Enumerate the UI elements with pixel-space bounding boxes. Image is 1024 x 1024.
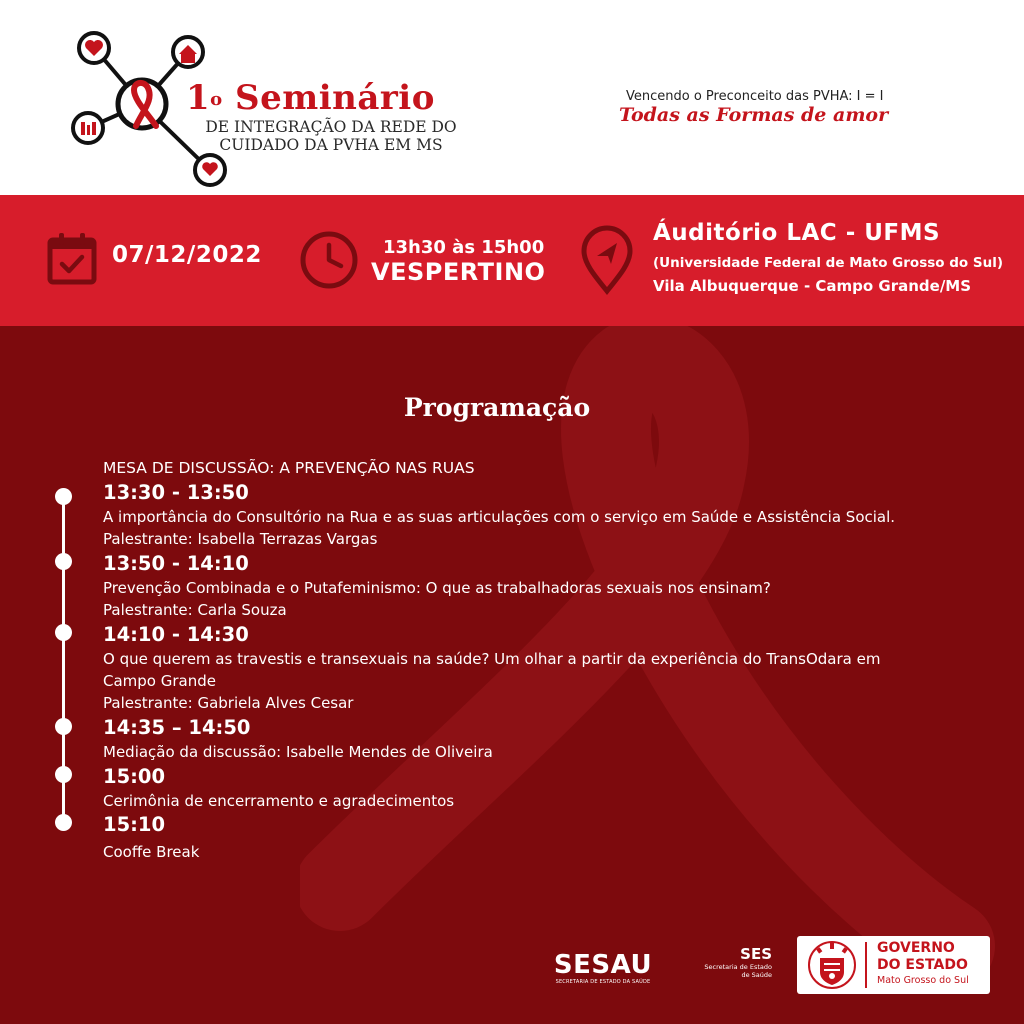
ses-logo-name: SES	[740, 945, 772, 963]
slogan-line2: Todas as Formas de amor	[619, 104, 889, 126]
program-item-time: 14:10 - 14:30	[103, 623, 249, 646]
program-item-time: 15:00	[103, 765, 166, 788]
seminar-title: 1$^o$ Seminário	[186, 78, 435, 118]
awareness-ribbon-watermark	[300, 326, 1024, 966]
government-logo-line3: Mato Grosso do Sul	[877, 975, 969, 986]
program-item-description: A importância do Consultório na Rua e as suas articulações com o serviço em Saúde e Assistência Social.	[103, 508, 896, 526]
seminar-subtitle	[196, 118, 466, 154]
event-info-band	[0, 195, 1024, 326]
government-logo-line2: DO ESTADO	[877, 957, 968, 973]
heart-hands-icon	[195, 155, 225, 185]
program-item-time: 14:35 – 14:50	[103, 716, 251, 739]
timeline-dot	[55, 553, 72, 570]
event-date: 07/12/2022	[112, 242, 262, 268]
program-item-description-cont: Campo Grande	[103, 672, 216, 690]
clock-icon	[299, 230, 359, 290]
program-item-time: 15:10	[103, 813, 166, 836]
seminar-subtitle-line1: DE INTEGRAÇÃO DA REDE DO	[205, 118, 457, 136]
program-item-description: Cooffe Break	[103, 843, 200, 861]
ses-logo	[700, 945, 772, 979]
ses-logo-subtitle-line1: Secretaria de Estado	[704, 963, 772, 971]
program-item-description: Mediação da discussão: Isabelle Mendes de Oliveira	[103, 743, 493, 761]
sesau-logo-subtitle: SECRETARIA DE ESTADO DA SAÚDE	[555, 979, 651, 985]
sesau-logo-name: SESAU	[553, 950, 653, 980]
timeline-dot	[55, 718, 72, 735]
location-name: Áuditório LAC - UFMS	[653, 220, 941, 246]
timeline-dot	[55, 814, 72, 831]
slogan-line1: Vencendo o Preconceito das PVHA: I = I	[626, 89, 884, 104]
calendar-check-icon	[47, 231, 97, 285]
program-item-description: Cerimônia de encerramento e agradecimentos	[103, 792, 455, 810]
seminar-subtitle-line2: CUIDADO DA PVHA EM MS	[219, 136, 443, 154]
event-time-range: 13h30 às 15h00	[383, 237, 545, 258]
program-item-description: O que querem as travestis e transexuais na saúde? Um olhar a partir da experiência do TransOdara em	[103, 650, 881, 668]
timeline-dot	[55, 766, 72, 783]
house-icon	[173, 37, 203, 67]
sesau-logo	[547, 951, 659, 986]
event-period: VESPERTINO	[371, 258, 546, 286]
timeline-dot	[55, 488, 72, 505]
program-item-description: Prevenção Combinada e o Putafeminismo: O que as trabalhadoras sexuais nos ensinam?	[103, 579, 771, 597]
government-logo-divider	[865, 942, 867, 988]
timeline-dot	[55, 624, 72, 641]
family-icon	[73, 113, 103, 143]
program-title: Programação	[403, 393, 591, 422]
location-full-name: (Universidade Federal de Mato Grosso do Sul)	[653, 255, 1004, 271]
government-logo	[797, 936, 990, 994]
state-crest-icon	[807, 940, 857, 990]
program-item-time: 13:50 - 14:10	[103, 552, 249, 575]
program-item-speaker: Palestrante: Gabriela Alves Cesar	[103, 694, 354, 712]
location-address: Vila Albuquerque - Campo Grande/MS	[653, 277, 972, 295]
awareness-ribbon-icon	[118, 80, 166, 128]
program-item-time: 13:30 - 13:50	[103, 481, 249, 504]
location-pin-icon	[580, 225, 634, 295]
ses-logo-subtitle-line2: de Saúde	[741, 971, 772, 979]
program-item-speaker: Palestrante: Isabella Terrazas Vargas	[103, 530, 378, 548]
header	[0, 0, 1024, 195]
program-section-header: MESA DE DISCUSSÃO: A PREVENÇÃO NAS RUAS	[103, 459, 475, 477]
government-logo-line1: GOVERNO	[877, 940, 955, 956]
program-item-speaker: Palestrante: Carla Souza	[103, 601, 287, 619]
heart-icon	[79, 33, 109, 63]
